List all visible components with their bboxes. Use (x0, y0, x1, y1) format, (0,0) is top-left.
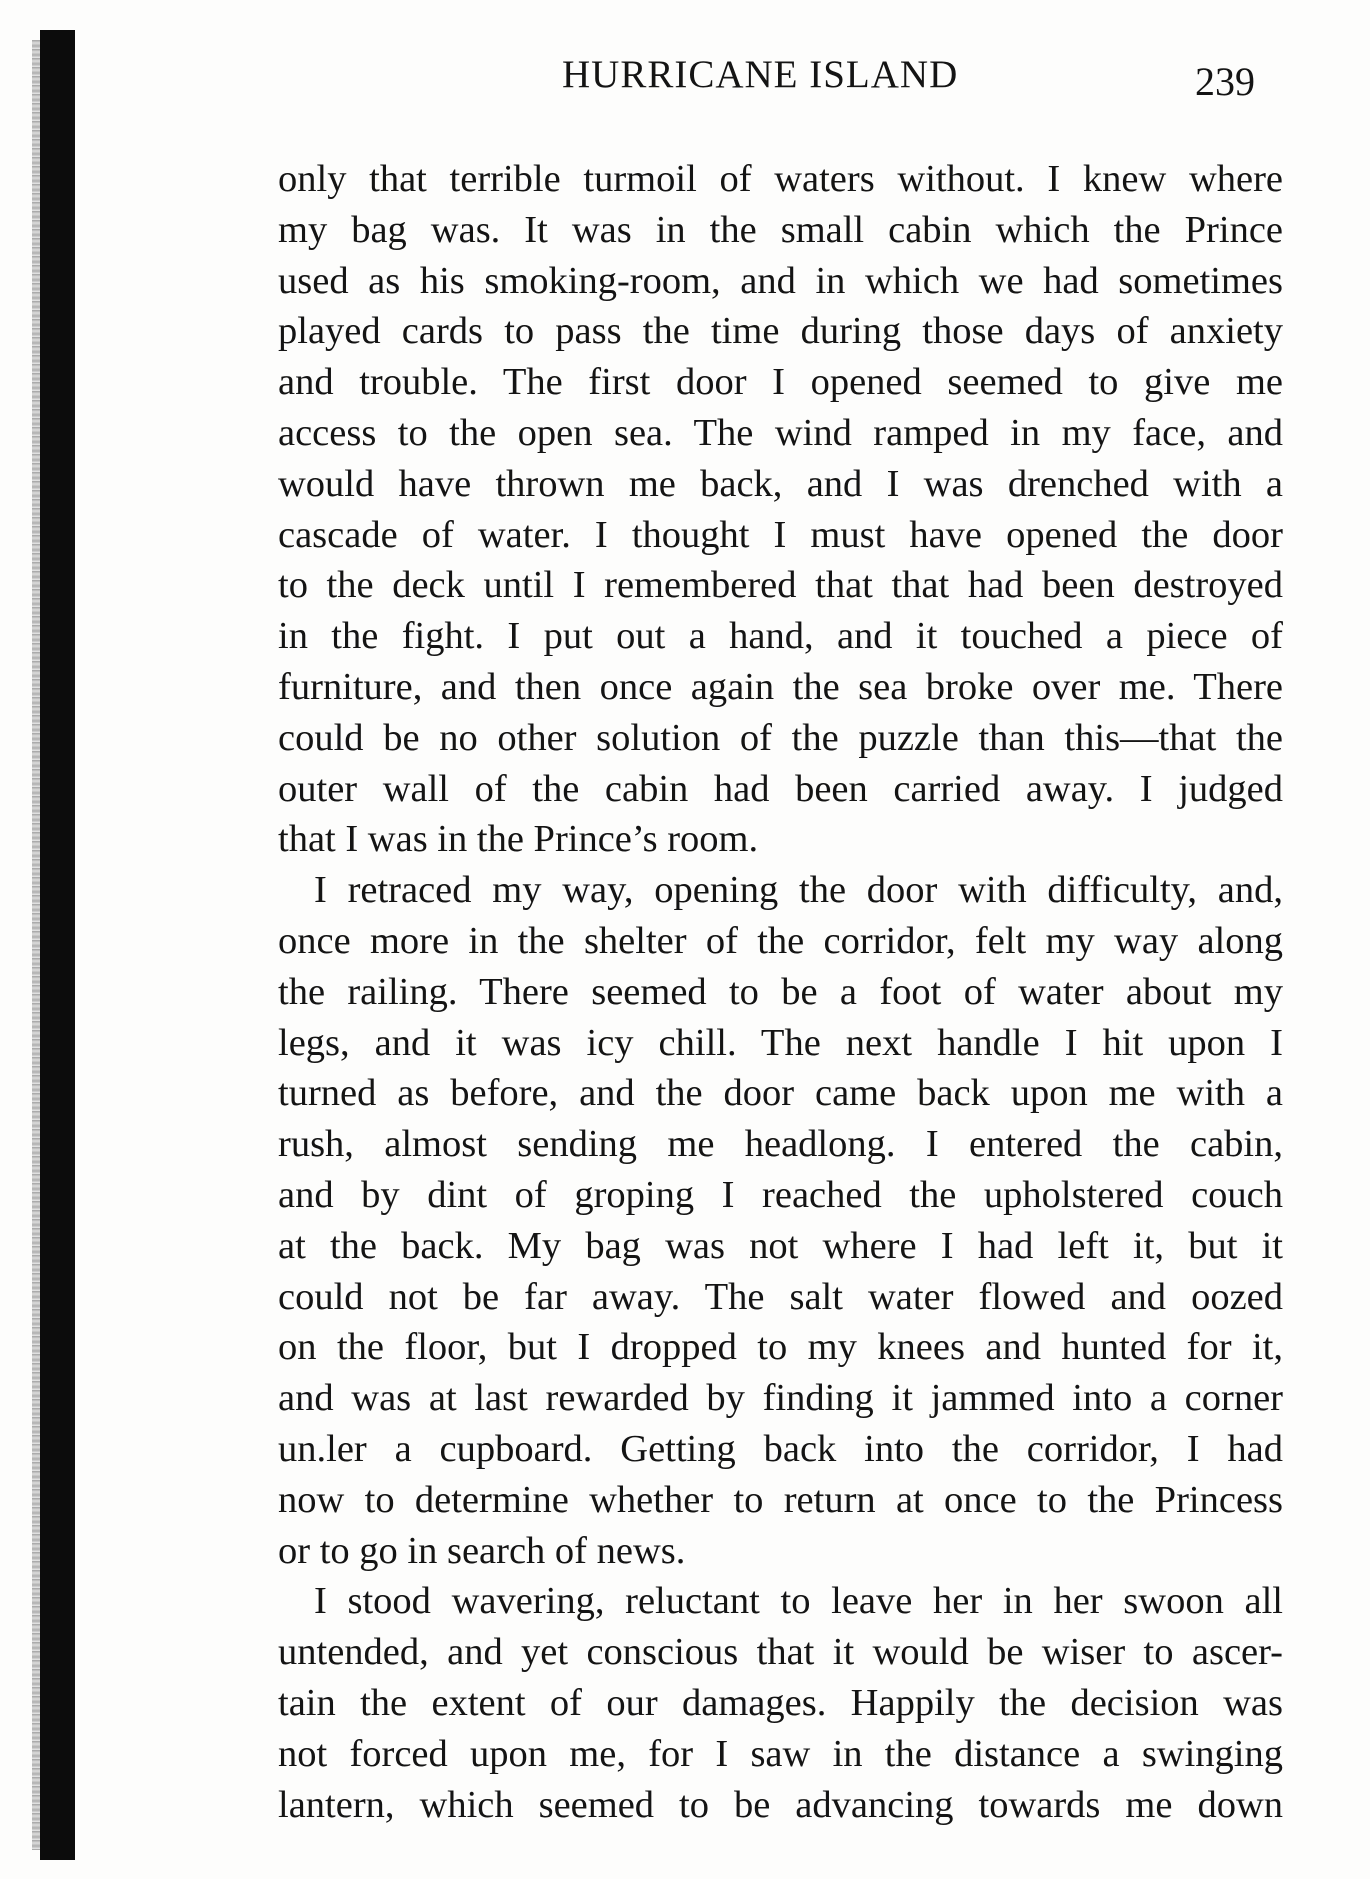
paragraph-2 (278, 865, 1283, 1576)
text-line: and was at last rewarded by finding it jammed into a corner (278, 1377, 1283, 1420)
text-line: I stood wavering, reluctant to leave her in her swoon all (314, 1580, 1283, 1623)
binding-edge (40, 30, 75, 1860)
text-line: at the back. My bag was not where I had left it, but it (278, 1224, 1283, 1267)
text-line: in the fight. I put out a hand, and it touched a piece of (278, 615, 1283, 658)
text-line: used as his smoking-room, and in which we had sometimes (278, 259, 1283, 302)
text-line: tain the extent of our damages. Happily the decision was (278, 1681, 1283, 1724)
text-line: not forced upon me, for I saw in the distance a swinging (278, 1732, 1283, 1775)
text-line: and by dint of groping I reached the upholstered couch (278, 1173, 1283, 1216)
text-line: to the deck until I remembered that that had been destroyed (278, 564, 1283, 607)
text-line: lantern, which seemed to be advancing towards me down (278, 1783, 1283, 1826)
text-line: or to go in search of news. (278, 1529, 686, 1572)
text-line: access to the open sea. The wind ramped in my face, and (278, 411, 1283, 454)
paragraph-1 (278, 154, 1283, 865)
paragraph-3 (278, 1576, 1283, 1830)
text-line: furniture, and then once again the sea broke over me. There (278, 665, 1283, 708)
text-line: on the floor, but I dropped to my knees and hunted for it, (278, 1326, 1283, 1369)
text-line: played cards to pass the time during those days of anxiety (278, 310, 1283, 353)
text-line: turned as before, and the door came back upon me with a (278, 1072, 1283, 1115)
binding-shadow (32, 40, 40, 1850)
text-line: could not be far away. The salt water flowed and oozed (278, 1275, 1283, 1318)
page-number: 239 (1195, 59, 1255, 104)
text-line: rush, almost sending me headlong. I entered the cabin, (278, 1123, 1283, 1166)
text-line: outer wall of the cabin had been carried away. I judged (278, 767, 1283, 810)
text-line: the railing. There seemed to be a foot of water about my (278, 970, 1283, 1013)
text-line: cascade of water. I thought I must have opened the door (278, 513, 1283, 556)
text-line: un.ler a cupboard. Getting back into the corridor, I had (278, 1427, 1283, 1470)
text-line: legs, and it was icy chill. The next handle I hit upon I (278, 1021, 1283, 1064)
text-line: untended, and yet conscious that it would be wiser to ascer- (278, 1631, 1283, 1674)
text-line: my bag was. It was in the small cabin which the Prince (278, 208, 1283, 251)
running-title: HURRICANE ISLAND (562, 53, 959, 96)
text-line: only that terrible turmoil of waters without. I knew where (278, 158, 1283, 200)
text-line: that I was in the Prince’s room. (278, 818, 759, 861)
text-line: once more in the shelter of the corridor, felt my way along (278, 919, 1283, 962)
text-line: I retraced my way, opening the door with difficulty, and, (314, 869, 1283, 912)
text-line: could be no other solution of the puzzle than this—that the (278, 716, 1283, 759)
body-text (278, 154, 1283, 1830)
text-line: now to determine whether to return at once to the Princess (278, 1478, 1283, 1521)
text-line: and trouble. The first door I opened seemed to give me (278, 361, 1283, 404)
text-line: would have thrown me back, and I was drenched with a (278, 462, 1283, 505)
